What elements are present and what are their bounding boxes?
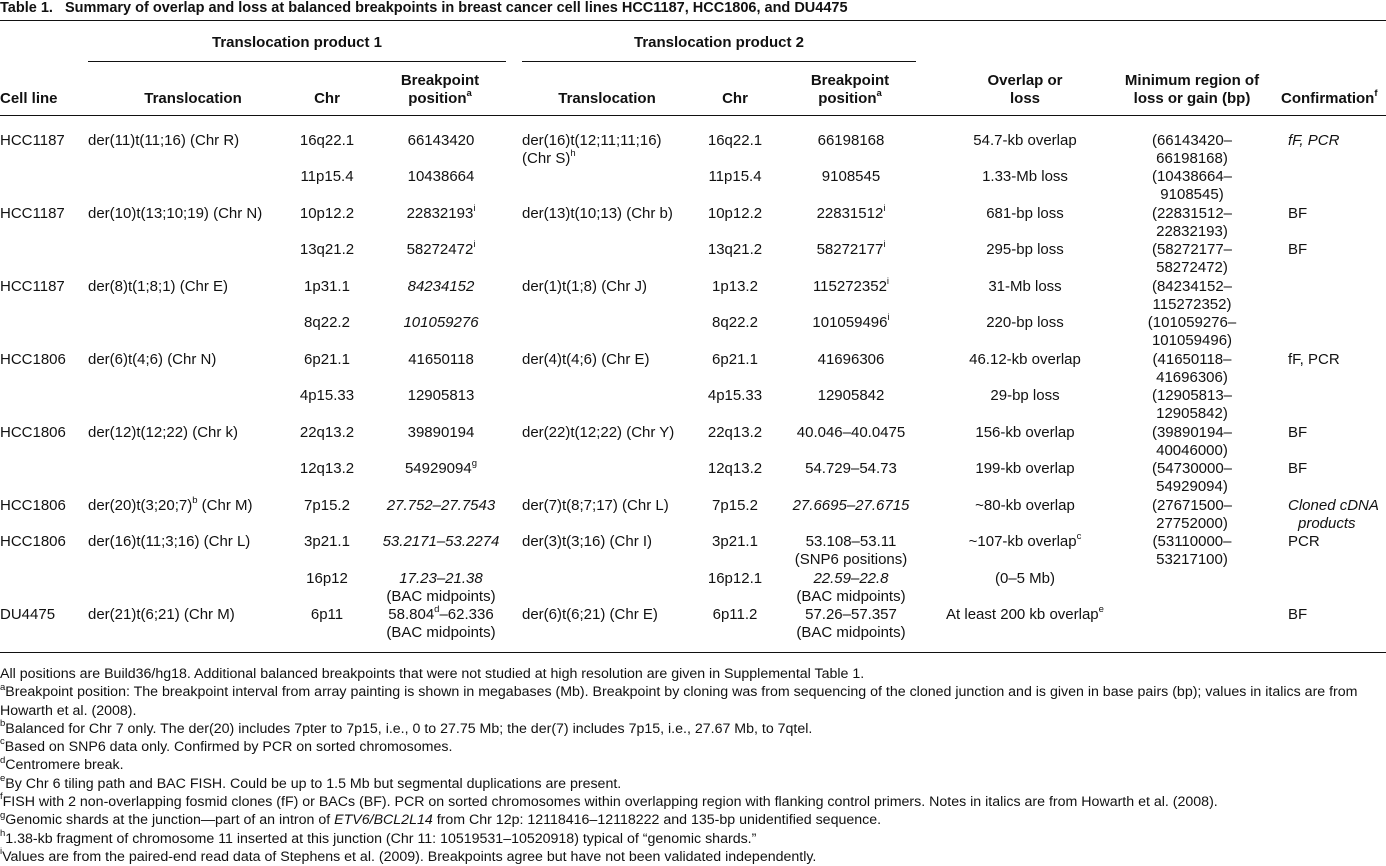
translocation-2-text: der(7)t(8;7;17) (Chr L) [522, 497, 669, 514]
confirmation [1288, 460, 1386, 478]
breakpoint-2 [776, 424, 926, 442]
translocation-2 [522, 278, 702, 296]
breakpoint-1-note: (BAC midpoints) [386, 624, 496, 641]
footnote-mark: g [471, 458, 478, 469]
breakpoint-1 [366, 387, 516, 405]
chr-2: 12q13.2 [707, 460, 763, 477]
breakpoint-2 [776, 606, 926, 642]
breakpoint-2-value: 9108545 [821, 168, 881, 185]
note-h [0, 827, 1386, 848]
overlap-or-loss [925, 132, 1125, 150]
overlap-or-loss-text: 156-kb overlap [975, 424, 1075, 441]
group-rule-product1 [88, 61, 506, 62]
min-region-end: 22832193) [1156, 223, 1228, 240]
footnote-mark: d [0, 754, 6, 766]
confirmation [1288, 533, 1386, 551]
min-region [1112, 533, 1272, 569]
chr-1: 12q13.2 [299, 460, 355, 477]
footnote-mark: h [570, 148, 576, 159]
confirmation-text: BF [1288, 205, 1308, 222]
group-rule-product2 [522, 61, 916, 62]
chr-2: 8q22.2 [712, 314, 758, 331]
chr-1: 7p15.2 [304, 497, 350, 514]
breakpoint-2 [776, 533, 926, 569]
translocation-1 [88, 278, 298, 296]
header-overlap-line2: loss [1009, 90, 1040, 107]
cell-line: HCC1187 [0, 205, 65, 222]
overlap-or-loss-text: 1.33-Mb loss [982, 168, 1068, 185]
breakpoint-1 [366, 570, 516, 606]
min-region-start: (54730000– [1151, 460, 1233, 477]
confirmation [1288, 205, 1386, 223]
breakpoint-2-value: 53.108–53.11 [805, 533, 897, 550]
breakpoint-1-value: 27.752–27.7543 [386, 497, 496, 514]
breakpoint-1-value: 17.23–21.38 [399, 570, 483, 587]
breakpoint-1-value: 53.2171–53.2274 [382, 533, 500, 550]
breakpoint-1-value: 41650118 [408, 351, 474, 368]
translocation-1-text: der(6)t(4;6) (Chr N) [88, 351, 217, 368]
footnote-mark: d [434, 604, 440, 615]
note-a-text: Breakpoint position: The breakpoint interval from array painting is shown in megabases (Mb). Breakpoint by cloning was from sequencing of the cloned junction and is given in base pairs (bp); values in italics are from Howarth et al. (2008). [0, 684, 1358, 719]
translocation-2-text: der(3)t(3;16) (Chr I) [522, 533, 653, 550]
breakpoint-2-value: 41696306 [817, 351, 885, 368]
min-region [1112, 570, 1272, 588]
confirmation [1288, 497, 1386, 533]
header-min-region [1112, 72, 1272, 108]
note-d [0, 756, 1386, 774]
translocation-2-text-line2: (Chr S) [522, 150, 571, 167]
header-breakpoint-2-line1: Breakpoint [810, 72, 890, 89]
note-general: All positions are Build36/hg18. Additional balanced breakpoints that were not studied at high resolution are given in Supplemental Table 1. [0, 666, 865, 682]
chr-1: 6p21.1 [304, 351, 350, 368]
min-region [1112, 205, 1272, 241]
chr-2: 3p21.1 [712, 533, 758, 550]
header-confirmation [1281, 90, 1378, 108]
breakpoint-1-value: 12905813 [407, 387, 475, 404]
confirmation [1288, 241, 1386, 259]
footnote-mark: i [883, 239, 886, 250]
confirmation-text: fF, PCR [1288, 132, 1340, 149]
min-region-end: 66198168) [1156, 150, 1228, 167]
min-region-start: (53110000– [1152, 533, 1232, 550]
breakpoint-2-value: 66198168 [817, 132, 885, 149]
breakpoint-1 [366, 168, 516, 186]
translocation-2-text: der(16)t(12;11;11;16) [522, 132, 662, 149]
note-d-text: Centromere break. [5, 757, 124, 774]
note-i [0, 848, 1386, 866]
min-region [1112, 168, 1272, 204]
translocation-2 [522, 424, 702, 442]
overlap-or-loss-text: 29-bp loss [990, 387, 1060, 404]
footnote-mark: i [883, 203, 886, 214]
breakpoint-2 [776, 132, 926, 150]
overlap-or-loss [925, 351, 1125, 369]
footnote-mark: h [0, 827, 6, 839]
overlap-or-loss-text: 199-kb overlap [975, 460, 1075, 477]
note-e [0, 775, 1386, 793]
note-a [0, 683, 1386, 720]
cell-line: HCC1806 [0, 424, 66, 441]
min-region-start: (84234152– [1151, 278, 1233, 295]
min-region-start: (58272177– [1151, 241, 1233, 258]
breakpoint-1-value-end: –62.336 [439, 606, 494, 623]
confirmation-text: BF [1288, 460, 1308, 477]
breakpoint-2 [776, 460, 926, 478]
note-g-gene: ETV6/BCL2L14 [334, 812, 433, 829]
chr-1: 13q21.2 [299, 241, 355, 258]
breakpoint-2 [776, 168, 926, 186]
header-overlap [930, 72, 1120, 108]
chr-2: 13q21.2 [707, 241, 763, 258]
chr-2: 10p12.2 [707, 205, 763, 222]
min-region [1112, 424, 1272, 460]
cell-line: HCC1806 [0, 497, 66, 514]
breakpoint-2-value: 54.729–54.73 [805, 460, 897, 477]
breakpoint-2-value: 12905842 [817, 387, 885, 404]
min-region-end: 9108545) [1160, 186, 1224, 203]
group-header-product2: Translocation product 2 [633, 34, 805, 51]
footnote-mark: i [473, 203, 476, 214]
footnote-mark: g [0, 809, 6, 821]
breakpoint-1-value: 10438664 [407, 168, 475, 185]
footnote-mark: a [0, 681, 6, 693]
overlap-or-loss-text: At least 200 kb overlap [946, 606, 1099, 623]
translocation-2-text: der(22)t(12;22) (Chr Y) [522, 424, 675, 441]
table-title: Summary of overlap and loss at balanced breakpoints in breast cancer cell lines HCC1187, HCC1806, and DU4475 [65, 0, 848, 16]
breakpoint-2-value: 57.26–57.357 [805, 606, 897, 623]
footnote-mark: b [192, 495, 198, 506]
table-caption [0, 0, 848, 17]
breakpoint-2-value: 22.59–22.8 [813, 570, 889, 587]
header-breakpoint-1-line1: Breakpoint [400, 72, 480, 89]
translocation-2 [522, 132, 702, 168]
cell-line: HCC1806 [0, 533, 66, 550]
overlap-or-loss [925, 606, 1125, 624]
footnote-mark: i [887, 312, 890, 323]
header-chr-2: Chr [722, 90, 748, 107]
breakpoint-1 [366, 351, 516, 369]
breakpoint-2 [776, 351, 926, 369]
min-region [1112, 132, 1272, 168]
note-g-text-end: from Chr 12p: 12118416–12118222 and 135-bp unidentified sequence. [432, 812, 882, 829]
translocation-2 [522, 533, 702, 551]
chr-2: 6p11.2 [712, 606, 758, 623]
translocation-1 [88, 132, 298, 150]
cell-line: HCC1187 [0, 278, 65, 295]
chr-2: 16p12.1 [707, 570, 763, 587]
overlap-or-loss [925, 460, 1125, 478]
breakpoint-1 [366, 460, 516, 478]
breakpoint-2 [776, 278, 926, 296]
breakpoint-1-value: 101059276 [403, 314, 479, 331]
table-label: Table 1. [0, 0, 53, 16]
breakpoint-1 [366, 314, 516, 332]
breakpoint-1-value: 58.804 [388, 606, 435, 623]
min-region-end: 12905842) [1156, 405, 1228, 422]
overlap-or-loss-text: 54.7-kb overlap [973, 132, 1077, 149]
footnote-mark: c [1076, 531, 1082, 542]
breakpoint-1 [366, 606, 516, 642]
chr-1: 8q22.2 [304, 314, 350, 331]
min-region [1112, 314, 1272, 350]
group-header-product1: Translocation product 1 [211, 34, 383, 51]
min-region-start: (27671500– [1151, 497, 1233, 514]
min-region-end: 40046000) [1156, 442, 1228, 459]
cell-line: DU4475 [0, 606, 56, 623]
chr-1: 3p21.1 [304, 533, 350, 550]
note-i-text: Values are from the paired-end read data of Stephens et al. (2009). Breakpoints agree but have not been validated independently. [2, 848, 817, 865]
header-translocation-2: Translocation [558, 90, 656, 107]
chr-1: 16p12 [306, 570, 348, 587]
confirmation [1288, 351, 1386, 369]
note-b [0, 720, 1386, 738]
min-region-end: 53217100) [1156, 551, 1228, 568]
translocation-2-text: der(1)t(1;8) (Chr J) [522, 278, 648, 295]
min-region-end: 115272352) [1152, 296, 1232, 313]
min-region-start: (41650118– [1152, 351, 1232, 368]
breakpoint-2 [776, 241, 926, 259]
min-region [1112, 241, 1272, 277]
overlap-or-loss-text: (0–5 Mb) [994, 570, 1056, 587]
min-region-start: (22831512– [1151, 205, 1233, 222]
breakpoint-1-value: 66143420 [407, 132, 475, 149]
footnote-mark: f [1374, 88, 1378, 99]
translocation-2 [522, 606, 702, 624]
note-g-text: Genomic shards at the junction—part of an intron of [5, 812, 335, 829]
header-overlap-line1: Overlap or [987, 72, 1063, 89]
chr-1: 6p11 [310, 606, 344, 623]
bottom-rule [0, 652, 1386, 653]
translocation-1 [88, 424, 298, 442]
confirmation-text: fF, PCR [1288, 351, 1340, 368]
breakpoint-2-note: (BAC midpoints) [796, 588, 906, 605]
overlap-or-loss-text: ~107-kb overlap [968, 533, 1077, 550]
confirmation-text: PCR [1288, 533, 1320, 550]
footnote-mark: b [0, 718, 6, 730]
overlap-or-loss-text: 31-Mb loss [988, 278, 1062, 295]
overlap-or-loss [925, 168, 1125, 186]
chr-2: 4p15.33 [707, 387, 763, 404]
chr-1: 10p12.2 [299, 205, 355, 222]
translocation-1-text: der(10)t(13;10;19) (Chr N) [88, 205, 263, 222]
min-region [1112, 387, 1272, 423]
min-region-end: 41696306) [1156, 369, 1228, 386]
note-g [0, 811, 1386, 829]
note-c [0, 738, 1386, 756]
confirmation-text: BF [1288, 241, 1308, 258]
chr-1: 1p31.1 [304, 278, 350, 295]
overlap-or-loss-text: 46.12-kb overlap [969, 351, 1081, 368]
translocation-2-text: der(13)t(10;13) (Chr b) [522, 205, 673, 222]
footnote-mark: e [0, 773, 6, 785]
overlap-or-loss-text: 220-bp loss [986, 314, 1064, 331]
confirmation-text: Cloned cDNA [1288, 497, 1379, 514]
translocation-1-text: der(12)t(12;22) (Chr k) [88, 424, 239, 441]
translocation-1-text: der(20)t(3;20;7) [88, 497, 193, 514]
overlap-or-loss [925, 533, 1125, 551]
breakpoint-1 [366, 278, 516, 296]
breakpoint-1-value: 22832193 [406, 205, 474, 222]
translocation-1-text: der(16)t(11;3;16) (Chr L) [88, 533, 251, 550]
header-breakpoint-1-text: position [408, 90, 467, 107]
header-cell-line: Cell line [0, 90, 58, 107]
footnote-mark: f [0, 791, 3, 803]
confirmation [1288, 606, 1386, 624]
breakpoint-2 [776, 314, 926, 332]
chr-1: 11p15.4 [300, 168, 354, 185]
translocation-1 [88, 351, 298, 369]
overlap-or-loss [925, 424, 1125, 442]
translocation-1-suffix: (Chr M) [197, 497, 253, 514]
breakpoint-1 [366, 241, 516, 259]
translocation-2-text: der(6)t(6;21) (Chr E) [522, 606, 658, 623]
confirmation-text: BF [1288, 606, 1308, 623]
breakpoint-2-value: 115272352 [812, 278, 887, 295]
breakpoint-1 [366, 533, 516, 551]
translocation-2 [522, 351, 702, 369]
confirmation [1288, 424, 1386, 442]
header-rule [0, 115, 1386, 116]
breakpoint-2-value: 22831512 [816, 205, 884, 222]
translocation-2 [522, 205, 702, 223]
overlap-or-loss [925, 387, 1125, 405]
header-min-region-line2: loss or gain (bp) [1133, 90, 1251, 107]
chr-2: 7p15.2 [712, 497, 758, 514]
footnote-mark: i [473, 239, 476, 250]
header-min-region-line1: Minimum region of [1124, 72, 1260, 89]
overlap-or-loss [925, 205, 1125, 223]
min-region-end: 54929094) [1156, 478, 1228, 495]
breakpoint-2 [776, 205, 926, 223]
top-rule [0, 20, 1386, 21]
header-breakpoint-2 [780, 72, 920, 108]
breakpoint-1-note: (BAC midpoints) [386, 588, 496, 605]
confirmation [1288, 132, 1386, 150]
breakpoint-1-value: 84234152 [407, 278, 475, 295]
min-region [1112, 497, 1272, 533]
breakpoint-2 [776, 387, 926, 405]
chr-2: 16q22.1 [707, 132, 763, 149]
overlap-or-loss-text: ~80-kb overlap [975, 497, 1075, 514]
chr-2: 6p21.1 [712, 351, 758, 368]
overlap-or-loss [925, 570, 1125, 588]
note-c-text: Based on SNP6 data only. Confirmed by PCR on sorted chromosomes. [4, 739, 453, 756]
note-f-text: FISH with 2 non-overlapping fosmid clones (fF) or BACs (BF). PCR on sorted chromosomes within overlapping region with flanking control primers. Notes in italics are from Howarth et al. (2008). [2, 794, 1218, 811]
note-h-text: 1.38-kb fragment of chromosome 11 inserted at this junction (Chr 11: 10519531–10520918) typical of “genomic shards.” [5, 830, 757, 847]
breakpoint-2-value: 58272177 [816, 241, 884, 258]
header-breakpoint-1 [370, 72, 510, 108]
footnote-mark: e [1098, 604, 1104, 615]
breakpoint-1 [366, 132, 516, 150]
cell-line: HCC1187 [0, 132, 65, 149]
footnote-mark: a [876, 88, 882, 99]
overlap-or-loss [925, 278, 1125, 296]
min-region-start: (12905813– [1151, 387, 1233, 404]
breakpoint-2 [776, 570, 926, 606]
footnote-mark: a [466, 88, 472, 99]
min-region-end: 58272472) [1156, 259, 1228, 276]
breakpoint-1-value: 58272472 [406, 241, 474, 258]
chr-2: 22q13.2 [707, 424, 763, 441]
min-region [1112, 606, 1272, 624]
translocation-2-text: der(4)t(4;6) (Chr E) [522, 351, 650, 368]
breakpoint-2-value: 40.046–40.0475 [796, 424, 906, 441]
footnote-mark: i [886, 276, 890, 287]
overlap-or-loss [925, 314, 1125, 332]
header-confirmation-text: Confirmation [1281, 90, 1375, 107]
translocation-1-text: der(8)t(1;8;1) (Chr E) [88, 278, 229, 295]
translocation-1 [88, 606, 298, 624]
translocation-1 [88, 497, 298, 515]
header-breakpoint-1-line2 [370, 90, 510, 108]
breakpoint-2-note: (SNP6 positions) [794, 551, 908, 568]
breakpoint-1-value: 54929094 [404, 460, 472, 477]
overlap-or-loss [925, 497, 1125, 515]
min-region [1112, 351, 1272, 387]
min-region-start: (10438664– [1151, 168, 1233, 185]
cell-line: HCC1806 [0, 351, 66, 368]
min-region [1112, 460, 1272, 496]
breakpoint-2-note: (BAC midpoints) [796, 624, 906, 641]
min-region-start: (66143420– [1151, 132, 1233, 149]
breakpoint-1-value: 39890194 [407, 424, 475, 441]
translocation-1 [88, 205, 298, 223]
header-chr-1: Chr [314, 90, 340, 107]
note-e-text: By Chr 6 tiling path and BAC FISH. Could be up to 1.5 Mb but segmental duplications are present. [5, 775, 622, 792]
min-region-end: 101059496) [1151, 332, 1233, 349]
chr-2: 11p15.4 [708, 168, 762, 185]
min-region-start: (39890194– [1151, 424, 1233, 441]
breakpoint-1 [366, 424, 516, 442]
min-region-start: (101059276– [1147, 314, 1237, 331]
chr-2: 1p13.2 [712, 278, 758, 295]
min-region [1112, 278, 1272, 314]
confirmation-text-line2: products [1298, 515, 1356, 532]
breakpoint-2-value: 27.6695–27.6715 [792, 497, 910, 514]
confirmation-text: BF [1288, 424, 1308, 441]
translocation-2 [522, 497, 702, 515]
breakpoint-2 [776, 497, 926, 515]
footnote-mark: i [0, 846, 3, 858]
breakpoint-1 [366, 497, 516, 515]
header-breakpoint-2-line2 [780, 90, 920, 108]
chr-1: 22q13.2 [299, 424, 355, 441]
table-notes [0, 665, 1386, 866]
header-translocation-1: Translocation [144, 90, 242, 107]
translocation-1 [88, 533, 298, 551]
breakpoint-1 [366, 205, 516, 223]
note-b-text: Balanced for Chr 7 only. The der(20) includes 7pter to 7p15, i.e., 0 to 27.75 Mb; the der(7) includes 7p15, i.e., 27.67 Mb, to 7qtel. [5, 720, 813, 737]
overlap-or-loss [925, 241, 1125, 259]
translocation-1-text: der(21)t(6;21) (Chr M) [88, 606, 235, 623]
chr-1: 4p15.33 [299, 387, 355, 404]
footnote-mark: c [0, 736, 5, 748]
overlap-or-loss-text: 295-bp loss [986, 241, 1064, 258]
chr-1: 16q22.1 [299, 132, 355, 149]
overlap-or-loss-text: 681-bp loss [986, 205, 1064, 222]
note-f [0, 793, 1386, 811]
min-region-end: 27752000) [1156, 515, 1228, 532]
translocation-1-text: der(11)t(11;16) (Chr R) [88, 132, 240, 149]
header-breakpoint-2-text: position [818, 90, 877, 107]
breakpoint-2-value: 101059496 [812, 314, 888, 331]
